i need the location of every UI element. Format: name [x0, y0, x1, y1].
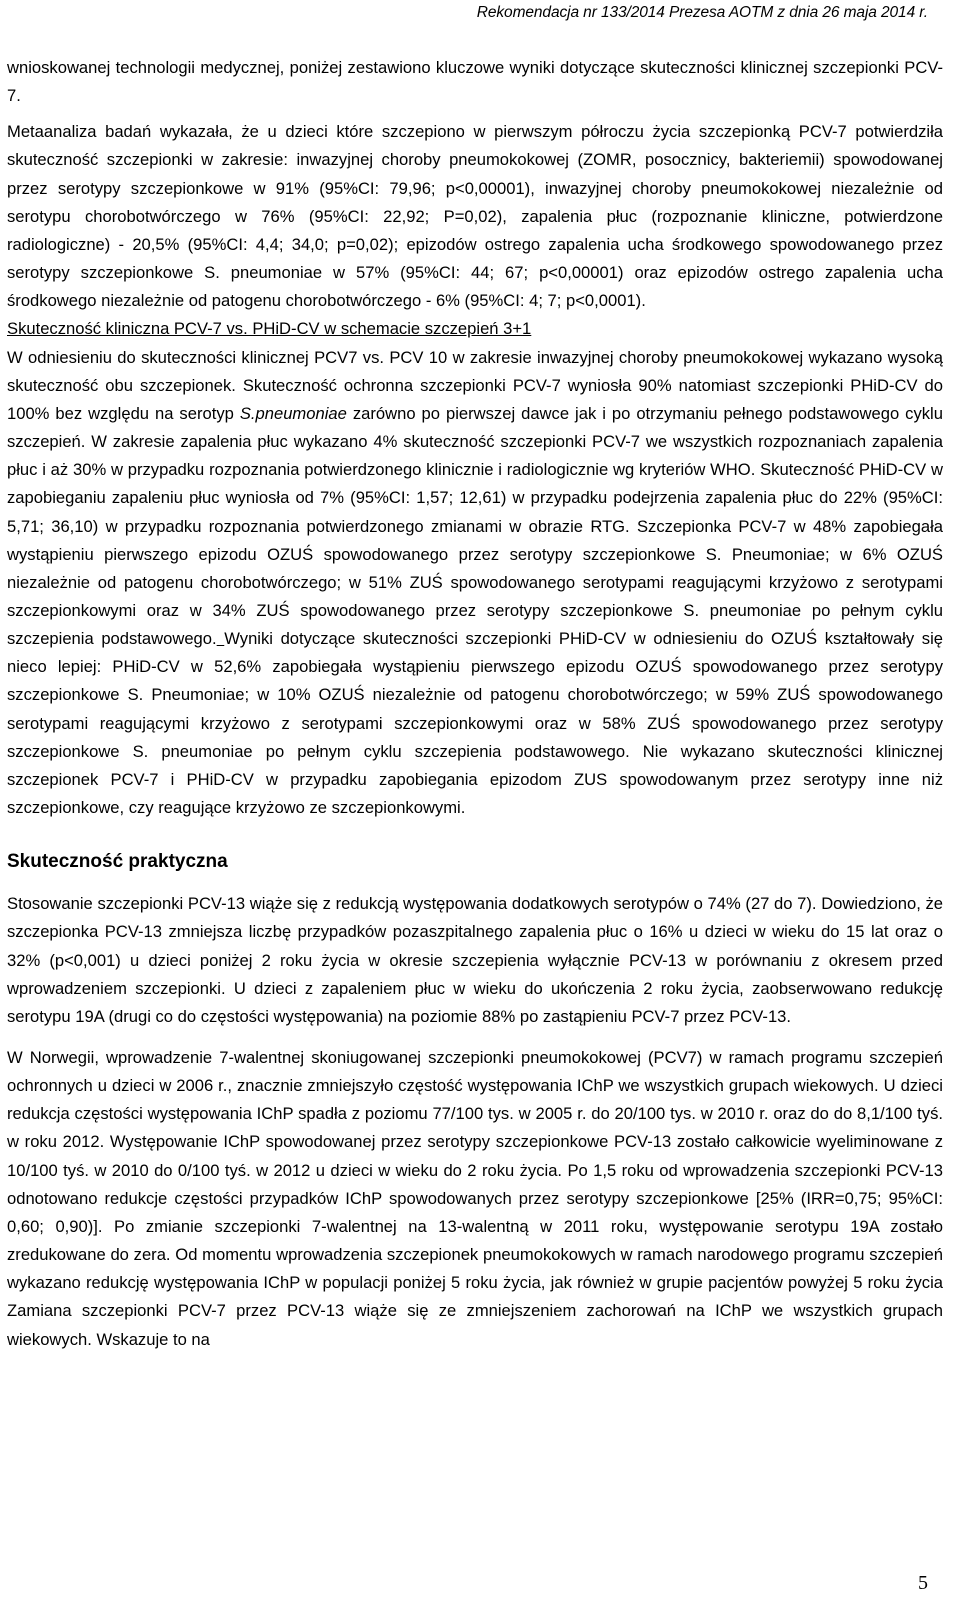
- section-title: Skuteczność praktyczna: [7, 851, 228, 873]
- practical-paragraph-1: Stosowanie szczepionki PCV-13 wiąże się z redukcją występowania dodatkowych serotypów o 74% (27 do 7). Dowiedziono, że szczepionka PCV-13 zmniejsza liczbę przypadków pozaszpitalnego zapalenia płuc o 16% u dzieci w wieku do 15 lat oraz o 32% (p<0,001) u dzieci poniżej 2 roku życia w okresie szczepienia wyłącznie PCV-13 w porównaniu z okresem przed wprowadzeniem szczepionki. U dzieci z zapaleniem płuc w wieku do ukończenia 2 roku życia, zaobserwowano redukcję serotypu 19A (drugi co do częstości występowania) na poziomie 88% po zastąpieniu PCV-7 przez PCV-13.: [7, 894, 943, 1026]
- comparison-text-a: W odniesieniu do skuteczności klinicznej PCV7 vs. PCV 10 w zakresie inwazyjnej choroby pneumokokowej wykazano wysoką skuteczność obu szczepionek. Skuteczność ochronna szczepionki PCV-7 wyniosła 90% natomiast szczepionki PHiD-CV do 100% bez względu na serotyp: [7, 347, 943, 423]
- comparison-subheading: Skuteczność kliniczna PCV-7 vs. PHiD-CV w schemacie szczepień 3+1: [7, 319, 532, 339]
- page-number: 5: [918, 1572, 928, 1594]
- comparison-paragraph: [7, 344, 943, 823]
- comparison-text-c: Wyniki dotyczące skuteczności szczepionki PHiD-CV w odniesieniu do OZUŚ kształtowały się nieco lepiej: PHiD-CV w 52,6% zapobiegała wystąpieniu pierwszego epizodu OZUŚ spowodowanego przez serotypy szczepionkowe S. Pneumoniae; w 10% OZUŚ niezależnie od patogenu chorobotwórczego; w 59% ZUŚ spowodowanego serotypami reagującymi krzyżowo z serotypami szczepionkowymi oraz w 58% ZUŚ spowodowanego przez serotypy szczepionkowe S. pneumoniae po pełnym cyklu szczepienia podstawowego. Nie wykazano skuteczności klinicznej szczepionek PCV-7 i PHiD-CV w przypadku zapobiegania epizodom ZUS spowodowanym przez serotypy inne niż szczepionkowe, czy reagujące krzyżowo ze szczepionkowymi.: [7, 629, 943, 818]
- document-body: [7, 54, 943, 1354]
- running-header: Rekomendacja nr 133/2014 Prezesa AOTM z dnia 26 maja 2014 r.: [476, 4, 928, 21]
- comparison-text-b: zarówno po pierwszej dawce jak i po otrzymaniu pełnego podstawowego cyklu szczepień. W zakresie zapalenia płuc wykazano 4% skuteczność szczepionki PCV-7 we wszystkich rozpoznaniach zapalenia płuc i aż 30% w przypadku rozpoznania potwierdzonego klinicznie i radiologicznie wg kryteriów WHO. Skuteczność PHiD-CV w zapobieganiu zapaleniu płuc wyniosła od 7% (95%CI: 1,57; 12,61) w przypadku podejrzenia zapalenia płuc do 22% (95%CI: 5,71; 36,10) w przypadku rozpoznania potwierdzonego zmianami w obrazie RTG. Szczepionka PCV-7 w 48% zapobiegała wystąpieniu pierwszego epizodu OZUŚ spowodowanego przez serotypy szczepionkowe S. Pneumoniae; w 6% OZUŚ niezależnie od patogenu chorobotwórczego; w 51% ZUŚ spowodowanego serotypami reagującymi krzyżowo z serotypami szczepionkowymi oraz w 34% ZUŚ spowodowanego przez serotypy szczepionkowe S. pneumoniae po pełnym cyklu szczepienia podstawowego.: [7, 403, 943, 649]
- intro-paragraph: wnioskowanej technologii medycznej, poniżej zestawiono kluczowe wyniki dotyczące skuteczności klinicznej szczepionki PCV-7.: [7, 58, 943, 106]
- metaanalysis-paragraph: Metaanaliza badań wykazała, że u dzieci które szczepiono w pierwszym półroczu życia szczepionką PCV-7 potwierdziła skuteczność szczepionki w zakresie: inwazyjnej choroby pneumokokowej (ZOMR, posocznicy, bakteriemii) spowodowanej przez serotypy szczepionkowe w 91% (95%CI: 79,96; p<0,00001), inwazyjnej choroby pneumokokowej niezależnie od serotypu chorobotwórczego w 76% (95%CI: 22,92; P=0,02), zapalenia płuc (rozpoznanie kliniczne, potwierdzone radiologiczne) - 20,5% (95%CI: 4,4; 34,0; p=0,02); epizodów ostrego zapalenia ucha środkowego spowodowanego przez serotypy szczepionkowe S. pneumoniae w 57% (95%CI: 44; 67; p<0,00001) oraz epizodów ostrego zapalenia ucha środkowego niezależnie od patogenu chorobotwórczego - 6% (95%CI: 4; 7; p<0,0001).: [7, 122, 943, 311]
- species-italic: S.pneumoniae: [239, 403, 347, 423]
- practical-paragraph-2: W Norwegii, wprowadzenie 7-walentnej skoniugowanej szczepionki pneumokokowej (PCV7) w ramach programu szczepień ochronnych u dzieci w 2006 r., znacznie zmniejszyło częstość występowania IChP we wszystkich grupach wiekowych. U dzieci redukcja częstości występowania IChP spadła z poziomu 77/100 tys. w 2005 r. do 20/100 tys. w 2010 r. oraz do do 8,1/100 tyś. w roku 2012. Występowanie IChP spowodowanej przez serotypy szczepionkowe PCV-13 zostało całkowicie wyeliminowane z 10/100 tyś. w 2010 do 0/100 tyś. w 2012 u dzieci w wieku do 2 roku życia. Po 1,5 roku od wprowadzenia szczepionki PCV-13 odnotowano redukcje częstości przypadków IChP spowodowanych przez serotypy szczepionkowe [25% (IRR=0,75; 95%CI: 0,60; 0,90)]. Po zmianie szczepionki 7-walentnej na 13-walentną w 2011 roku, występowanie serotypu 19A zostało zredukowane do zera. Od momentu wprowadzenia szczepionek pneumokokowych w ramach narodowego programu szczepień wykazano redukcję występowania IChP w populacji poniżej 5 roku życia, jak również w grupie pacjentów powyżej 5 roku życia Zamiana szczepionki PCV-7 przez PCV-13 wiąże się ze zmniejszeniem zachorowań na IChP we wszystkich grupach wiekowych. Wskazuje to na: [7, 1048, 943, 1349]
